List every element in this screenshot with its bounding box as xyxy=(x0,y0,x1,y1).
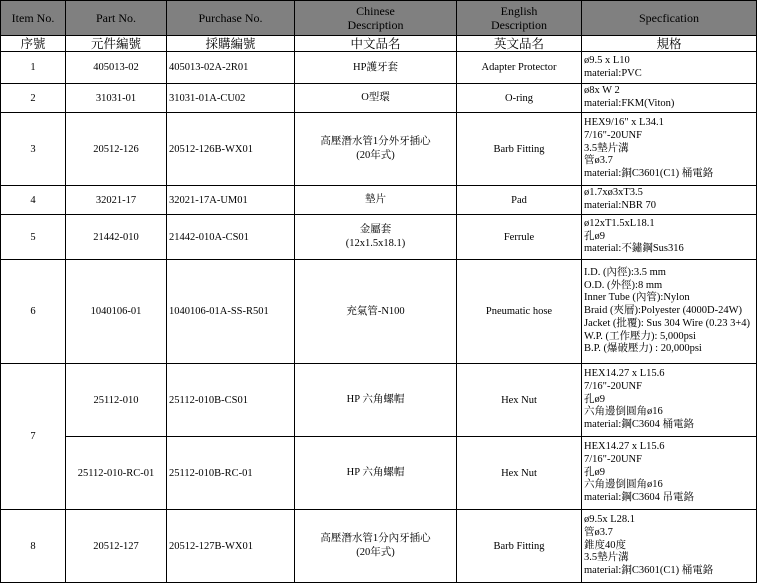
english-description-cell: Hex Nut xyxy=(457,437,582,510)
specification-cell xyxy=(582,84,757,113)
spec-line: HEX9/16" x L34.1 xyxy=(584,117,664,129)
purchase-no-cell: 405013-02A-2R01 xyxy=(167,52,295,84)
item-no-cell: 4 xyxy=(1,186,66,215)
spec-line: 六角邊倒圓角ø16 xyxy=(584,406,663,418)
header-english-description: English Description xyxy=(457,1,582,36)
chinese-description-line: HP 六角螺帽 xyxy=(346,394,405,405)
chinese-description-cell xyxy=(295,364,457,437)
specification-cell xyxy=(582,215,757,260)
chinese-description-cell xyxy=(295,260,457,364)
table-row xyxy=(1,52,757,84)
part-no-cell: 32021-17 xyxy=(66,186,167,215)
part-no-cell: 25112-010 xyxy=(66,364,167,437)
item-no-cell: 8 xyxy=(1,510,66,583)
purchase-no-cell: 20512-127B-WX01 xyxy=(167,510,295,583)
chinese-description-cell xyxy=(295,510,457,583)
header-row-english xyxy=(1,1,757,36)
purchase-no-cell: 20512-126B-WX01 xyxy=(167,113,295,186)
spec-line: ø8x W 2 xyxy=(584,85,620,97)
part-no-cell: 25112-010-RC-01 xyxy=(66,437,167,510)
spec-line: 7/16"-20UNF xyxy=(584,129,642,141)
spec-line: Braid (夾層):Polyester (4000D-24W) xyxy=(584,305,743,317)
spec-line: Inner Tube (內管):Nylon xyxy=(584,292,690,304)
purchase-no-cell: 31031-01A-CU02 xyxy=(167,84,295,113)
table-row xyxy=(1,84,757,113)
specification-cell xyxy=(582,364,757,437)
header-row-chinese xyxy=(1,36,757,52)
part-no-cell: 20512-126 xyxy=(66,113,167,186)
spec-line: 孔ø9 xyxy=(584,230,605,242)
spec-line: ø9.5x L28.1 xyxy=(584,514,636,526)
spec-line: material:NBR 70 xyxy=(584,200,657,211)
specification-cell xyxy=(582,186,757,215)
item-no-cell: 7 xyxy=(1,364,66,510)
chinese-description-line: HP 六角螺帽 xyxy=(346,467,405,478)
header-purchase-no: Purchase No. xyxy=(167,1,295,36)
chinese-description-line: 金屬套 xyxy=(359,224,392,235)
chinese-description-cell xyxy=(295,437,457,510)
spec-line: 孔ø9 xyxy=(584,393,605,405)
header-part-no: Part No. xyxy=(66,1,167,36)
header-part-no-zh: 元件編號 xyxy=(66,36,167,52)
header-item-no-zh: 序號 xyxy=(1,36,66,52)
part-no-cell: 31031-01 xyxy=(66,84,167,113)
spec-line: I.D. (內徑):3.5 mm xyxy=(584,267,666,279)
spec-line: material:鋼C3604 桶電鉻 xyxy=(584,419,694,431)
item-no-cell: 6 xyxy=(1,260,66,364)
specification-cell xyxy=(582,113,757,186)
spec-line: ø12xT1.5xL18.1 xyxy=(584,217,655,229)
table-row xyxy=(1,113,757,186)
spec-line: HEX14.27 x L15.6 xyxy=(584,368,665,380)
table-row xyxy=(1,510,757,583)
spec-line: material:FKM(Viton) xyxy=(584,98,675,109)
purchase-no-cell: 25112-010B-RC-01 xyxy=(167,437,295,510)
spec-line: 孔ø9 xyxy=(584,466,605,478)
spec-line: material:鋼C3604 吊電鉻 xyxy=(584,492,694,504)
spec-line: ø1.7xø3xT3.5 xyxy=(584,187,643,199)
chinese-description-line: (12x1.5x18.1) xyxy=(345,238,406,249)
header-chinese-description: Chinese Description xyxy=(295,1,457,36)
spec-line: material:不鏽鋼Sus316 xyxy=(584,243,684,255)
chinese-description-line: 高壓潛水管1分外牙插心 xyxy=(320,136,431,147)
specification-cell xyxy=(582,437,757,510)
spec-line: 管ø3.7 xyxy=(584,155,613,167)
spec-line: O.D. (外徑):8 mm xyxy=(584,279,663,291)
spec-line: HEX14.27 x L15.6 xyxy=(584,441,665,453)
chinese-description-line: 墊片 xyxy=(365,194,386,205)
chinese-description-line: O型環 xyxy=(361,92,390,103)
purchase-no-cell: 1040106-01A-SS-R501 xyxy=(167,260,295,364)
header-specification: Specfication xyxy=(582,1,757,36)
item-no-cell: 3 xyxy=(1,113,66,186)
chinese-description-line: (20年式) xyxy=(356,150,395,161)
spec-line: material:銅C3601(C1) 桶電鉻 xyxy=(584,565,714,577)
spec-line: ø9.5 x L10 xyxy=(584,54,630,66)
english-description-cell: Barb Fitting xyxy=(457,510,582,583)
spec-line: 3.5墊片溝 xyxy=(584,552,629,564)
item-no-cell: 2 xyxy=(1,84,66,113)
table-row xyxy=(1,364,757,437)
english-description-cell: Ferrule xyxy=(457,215,582,260)
header-specification-zh: 規格 xyxy=(582,36,757,52)
spec-line: 7/16"-20UNF xyxy=(584,453,642,465)
specification-cell xyxy=(582,52,757,84)
item-no-cell: 5 xyxy=(1,215,66,260)
spec-line: W.P. (工作壓力): 5,000psi xyxy=(584,330,696,342)
english-description-cell: O-ring xyxy=(457,84,582,113)
chinese-description-cell xyxy=(295,186,457,215)
chinese-description-cell xyxy=(295,52,457,84)
chinese-description-cell xyxy=(295,113,457,186)
specification-cell xyxy=(582,510,757,583)
purchase-no-cell: 32021-17A-UM01 xyxy=(167,186,295,215)
table-row xyxy=(1,215,757,260)
purchase-no-cell: 25112-010B-CS01 xyxy=(167,364,295,437)
spec-line: 3.5墊片溝 xyxy=(584,142,629,154)
chinese-description-line: HP護牙套 xyxy=(353,61,398,73)
specification-cell xyxy=(582,260,757,364)
chinese-description-cell xyxy=(295,215,457,260)
english-description-cell: Pneumatic hose xyxy=(457,260,582,364)
part-no-cell: 20512-127 xyxy=(66,510,167,583)
spec-line: 錐度40度 xyxy=(584,539,626,551)
chinese-description-line: (20年式) xyxy=(356,547,395,558)
header-item-no: Item No. xyxy=(1,1,66,36)
english-description-cell: Barb Fitting xyxy=(457,113,582,186)
english-description-cell: Hex Nut xyxy=(457,364,582,437)
spec-line: 7/16"-20UNF xyxy=(584,380,642,392)
header-purchase-no-zh: 採購編號 xyxy=(167,36,295,52)
spec-line: 六角邊倒圓角ø16 xyxy=(584,479,663,491)
spec-line: B.P. (爆破壓力) : 20,000psi xyxy=(584,343,702,355)
table-row xyxy=(1,186,757,215)
chinese-description-line: 高壓潛水管1分內牙插心 xyxy=(320,533,431,544)
header-chinese-description-zh: 中文品名 xyxy=(295,36,457,52)
spec-line: Jacket (批覆): Sus 304 Wire (0.23 3+4) xyxy=(584,317,750,329)
english-description-cell: Pad xyxy=(457,186,582,215)
spec-line: material:PVC xyxy=(584,67,642,79)
header-english-description-zh: 英文品名 xyxy=(457,36,582,52)
spec-line: material:銅C3601(C1) 桶電鉻 xyxy=(584,168,714,180)
table-row xyxy=(1,437,757,510)
part-no-cell: 1040106-01 xyxy=(66,260,167,364)
purchase-no-cell: 21442-010A-CS01 xyxy=(167,215,295,260)
part-no-cell: 21442-010 xyxy=(66,215,167,260)
table-row xyxy=(1,260,757,364)
chinese-description-line: 充氣管-N100 xyxy=(346,305,405,317)
spec-line: 管ø3.7 xyxy=(584,526,613,538)
english-description-cell: Adapter Protector xyxy=(457,52,582,84)
chinese-description-cell xyxy=(295,84,457,113)
part-no-cell: 405013-02 xyxy=(66,52,167,84)
item-no-cell: 1 xyxy=(1,52,66,84)
